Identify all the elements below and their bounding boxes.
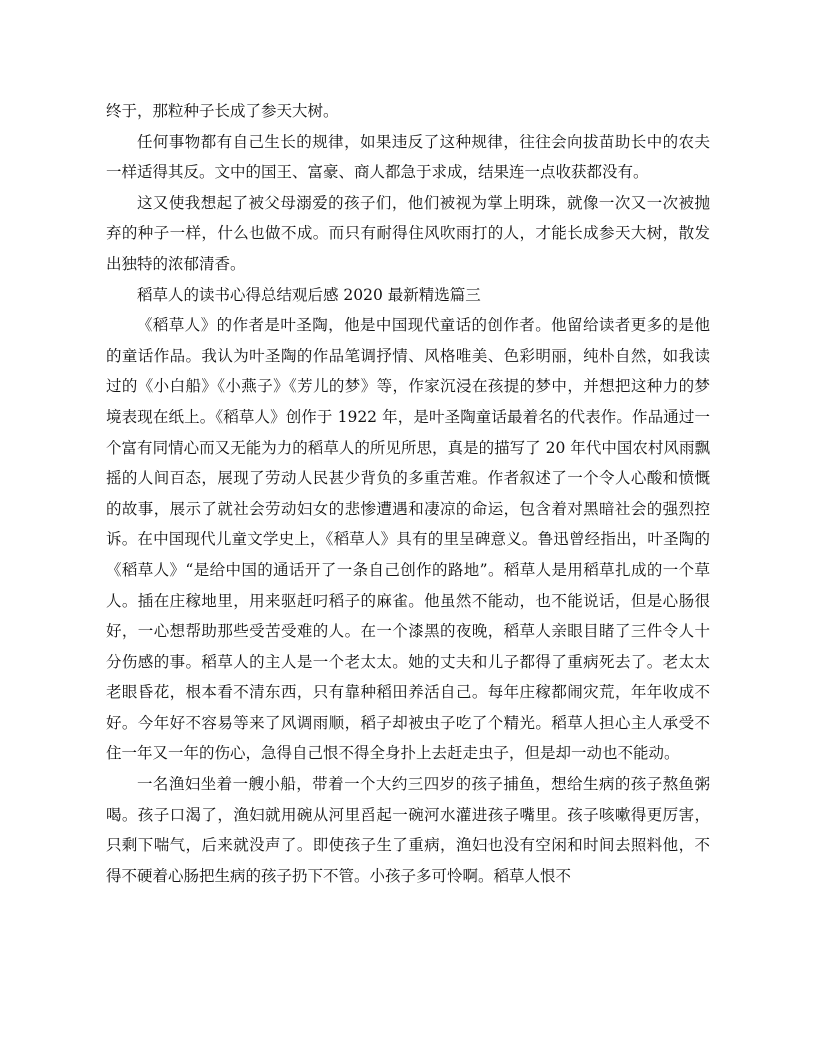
section-heading: 稻草人的读书心得总结观后感 2020 最新精选篇三	[137, 285, 481, 304]
paragraph-growth-rule: 任何事物都有自己生长的规律，如果违反了这种规律，往往会向拔苗助长中的农夫一样适得其反。文中的国王、富豪、商人都急于求成，结果连一点收获都没有。	[106, 132, 710, 182]
paragraph-spoiled-children: 这又使我想起了被父母溺爱的孩子们，他们被视为掌上明珠，就像一次又一次被抛弃的种子一样，什么也做不成。而只有耐得住风吹雨打的人，才能长成参天大树，散发出独特的浓郁清香。	[106, 193, 710, 273]
paragraph-fisherwoman: 一名渔妇坐着一艘小船，带着一个大约三四岁的孩子捕鱼，想给生病的孩子熬鱼粥喝。孩子口渴了，渔妇就用碗从河里舀起一碗河水灌进孩子嘴里。孩子咳嗽得更厉害，只剩下喘气，后来就没声了。即使孩子生了重病，渔妇也没有空闲和时间去照料他，不得不硬着心肠把生病的孩子扔下不管。小孩子多可怜啊。稻草人恨不	[106, 775, 710, 885]
paragraph-scarecrow-intro: 《稻草人》的作者是叶圣陶，他是中国现代童话的创作者。他留给读者更多的是他的童话作品。我认为叶圣陶的作品笔调抒情、风格唯美、色彩明丽，纯朴自然，如我读过的《小白船》《小燕子》《芳儿的梦》等，作家沉浸在孩提的梦中，并想把这种力的梦境表现在纸上。《稻草人》创作于 1922 年，是叶圣陶童话最着名的代表作。作品通过一个富有同情心而又无能为力的稻草人的所见所思，真是的描写了 20 年代中国农村风雨飘摇的人间百态，展现了劳动人民甚少背负的多重苦难。作者叙述了一个令人心酸和愤慨的故事，展示了就社会劳动妇女的悲惨遭遇和凄凉的命运，包含着对黑暗社会的强烈控诉。在中国现代儿童文学史上，《稻草人》具有的里呈碑意义。鲁迅曾经指出，叶圣陶的《稻草人》“是给中国的通话开了一条自己创作的路地”。稻草人是用稻草扎成的一个草人。插在庄稼地里，用来驱赶叼稻子的麻雀。他虽然不能动，也不能说话，但是心肠很好，一心想帮助那些受苦受难的人。在一个漆黑的夜晚，稻草人亲眼目睹了三件令人十分伤感的事。稻草人的主人是一个老太太。她的丈夫和儿子都得了重病死去了。老太太老眼昏花，根本看不清东西，只有靠种稻田养活自己。每年庄稼都闹灾荒，年年收成不好。今年好不容易等来了风调雨顺，稻子却被虫子吃了个精光。稻草人担心主人承受不住一年又一年的伤心，急得自己恨不得全身扑上去赶走虫子，但是却一动也不能动。	[106, 316, 710, 763]
paragraph-conclusion: 终于，那粒种子长成了参天大树。	[106, 102, 339, 120]
document-page	[106, 96, 710, 891]
